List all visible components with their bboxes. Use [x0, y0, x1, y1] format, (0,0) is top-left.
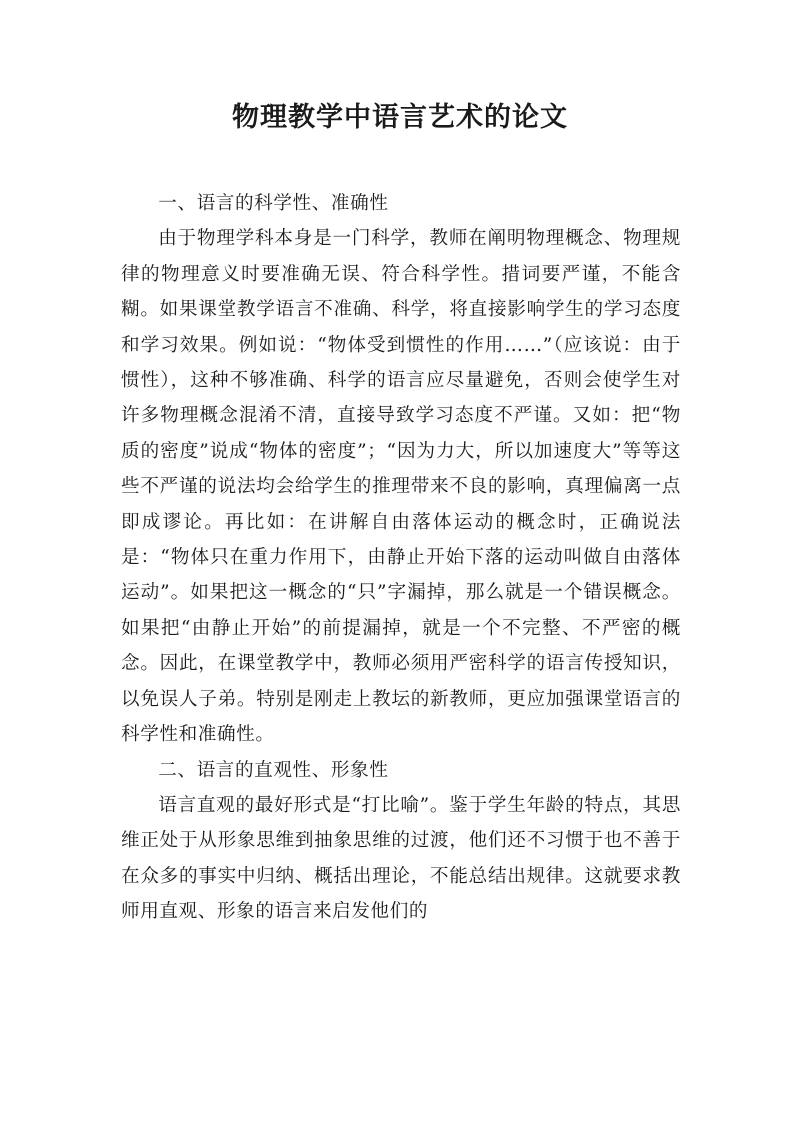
section-heading-2: 二、语言的直观性、形象性	[158, 759, 389, 781]
section-heading-1: 一、语言的科学性、准确性	[158, 193, 389, 214]
body-paragraph-2: 语言直观的最好形式是“打比喻”。鉴于学生年龄的特点，其思维正处于从形象思维到抽象思维的过渡，他们还不习惯于也不善于在众多的事实中归纳、概括出理论，不能总结出规律。这就要求教师用直观、形象的语言来启发他们的	[121, 794, 681, 923]
document-title: 物理教学中语言艺术的论文	[232, 102, 568, 133]
body-paragraph-1: 由于物理学科本身是一门科学，教师在阐明物理概念、物理规律的物理意义时要准确无误、符合科学性。措词要严谨，不能含糊。如果课堂教学语言不准确、科学，将直接影响学生的学习态度和学习效果。例如说：“物体受到惯性的作用……”（应该说：由于惯性），这种不够准确、科学的语言应尽量避免，否则会使学生对许多物理概念混淆不清，直接导致学习态度不严谨。又如：把“物质的密度”说成“物体的密度”；“因为力大，所以加速度大”等等这些不严谨的说法均会给学生的推理带来不良的影响，真理偏离一点即成谬论。再比如：在讲解自由落体运动的概念时，正确说法是：“物体只在重力作用下，由静止开始下落的运动叫做自由落体运动”。如果把这一概念的“只”字漏掉，那么就是一个错误概念。如果把“由静止开始”的前提漏掉，就是一个不完整、不严密的概念。因此，在课堂教学中，教师必须用严密科学的语言传授知识，以免误人子弟。特别是刚走上教坛的新教师，更应加强课堂语言的科学性和准确性。	[121, 228, 681, 746]
document-body	[121, 186, 681, 930]
